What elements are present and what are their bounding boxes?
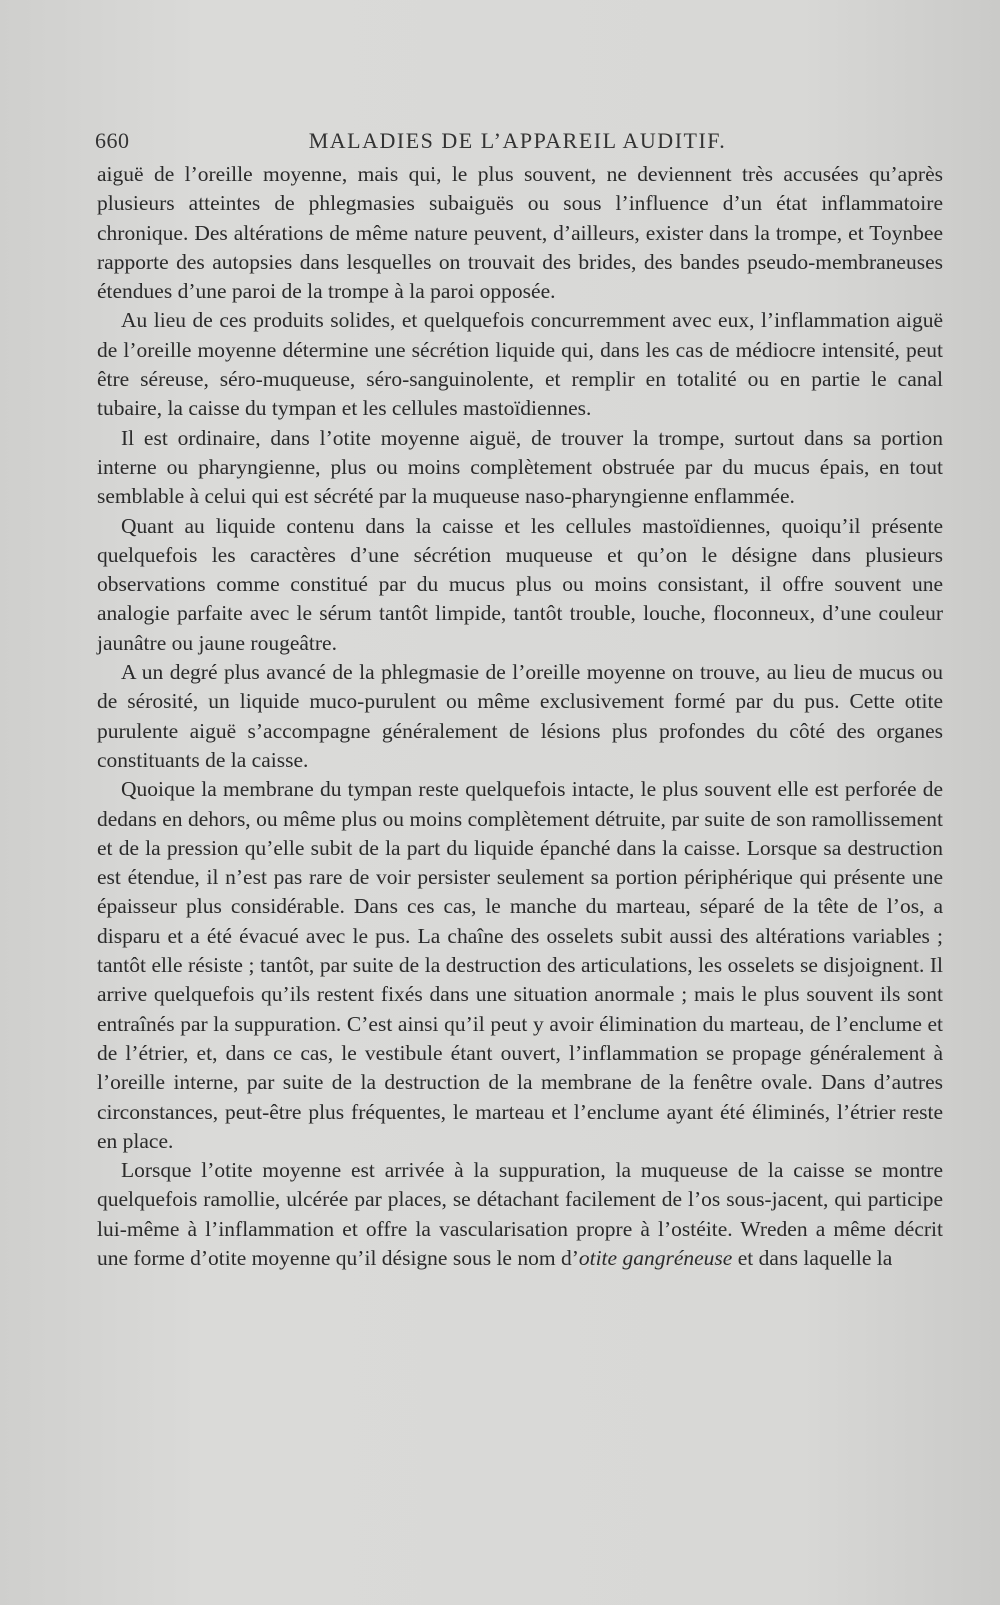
page-header bbox=[95, 128, 940, 158]
paragraph-continuation: aiguë de l’oreille moyenne, mais qui, le plus souvent, ne deviennent très accusées qu’après plusieurs atteintes de phlegmasies subaiguës ou sous l’influence d’un état inflammatoire chronique. Des altérations de même nature peuvent, d’ailleurs, exister dans la trompe, et Toynbee rapporte des autopsies dans lesquelles on trouvait des brides, des bandes pseudo-membraneuses étendues d’une paroi de la trompe à la paroi opposée. bbox=[97, 162, 943, 304]
paragraph: Au lieu de ces produits solides, et quelquefois concurremment avec eux, l’inflammation aiguë de l’oreille moyenne détermine une sécrétion liquide qui, dans les cas de médiocre intensité, peut être séreuse, séro-muqueuse, séro-sanguinolente, et remplir en totalité ou en partie le canal tubaire, la caisse du tympan et les cellules mastoïdiennes. bbox=[97, 308, 943, 421]
paragraph-last bbox=[97, 1156, 943, 1273]
paragraph: Quoique la membrane du tympan reste quelquefois intacte, le plus souvent elle est perforée de dedans en dehors, ou même plus ou moins complètement détruite, par suite de son ramollissement et de la pression qu’elle subit de la part du liquide épanché dans la caisse. Lorsque sa destruction est étendue, il n’est pas rare de voir persister seulement sa portion périphérique qui présente une épaisseur plus considérable. Dans ces cas, le manche du marteau, séparé de la tête de l’os, a disparu et a été évacué avec le pus. La chaîne des osselets subit aussi des altérations variables ; tantôt elle résiste ; tantôt, par suite de la destruction des articulations, les osselets se disjoignent. Il arrive quelquefois qu’ils restent fixés dans une situation anormale ; mais le plus souvent ils sont entraînés par la suppuration. C’est ainsi qu’il peut y avoir élimination du marteau, de l’enclume et de l’étrier, et, dans ce cas, le vestibule étant ouvert, l’inflammation se propage généralement à l’oreille interne, par suite de la destruction de la membrane de la fenêtre ovale. Dans d’autres circonstances, peut-être plus fréquentes, le marteau et l’enclume ayant été éliminés, l’étrier reste en place. bbox=[97, 777, 943, 1153]
page-number: 660 bbox=[95, 128, 130, 153]
paragraph: Il est ordinaire, dans l’otite moyenne aiguë, de trouver la trompe, surtout dans sa portion interne ou pharyngienne, plus ou moins complètement obstruée par du mucus épais, en tout semblable à celui qui est sécrété par la muqueuse naso-pharyngienne enflammée. bbox=[97, 425, 943, 509]
running-head: MALADIES DE L’APPAREIL AUDITIF. bbox=[308, 128, 727, 153]
italic-term: otite gangréneuse bbox=[578, 1245, 733, 1270]
body-text bbox=[97, 160, 943, 1273]
paragraph: A un degré plus avancé de la phlegmasie de l’oreille moyenne on trouve, au lieu de mucus ou de sérosité, un liquide muco-purulent ou même exclusivement formé par du pus. Cette otite purulente aiguë s’accompagne généralement de lésions plus profondes du côté des organes constituants de la caisse. bbox=[97, 660, 943, 772]
paragraph: Quant au liquide contenu dans la caisse et les cellules mastoïdiennes, quoiqu’il présente quelquefois les caractères d’une sécrétion muqueuse et qu’on le désigne dans plusieurs observations comme constitué par du mucus plus ou moins consistant, il offre souvent une analogie parfaite avec le sérum tantôt limpide, tantôt trouble, louche, floconneux, d’une couleur jaunâtre ou jaune rougeâtre. bbox=[97, 513, 943, 655]
paragraph-text: Lorsque l’otite moyenne est arrivée à la suppuration, la muqueuse de la caisse se montre quelquefois ramollie, ulcérée par places, se détachant facilement de l’os sous-jacent, qui participe lui-même à l’inflammation et offre la vascularisation propre à l’ostéite. Wreden a même décrit une forme d’otite moyenne qu’il désigne sous le nom d’ bbox=[97, 1158, 943, 1270]
paragraph-text: et dans laquelle la bbox=[732, 1245, 893, 1270]
